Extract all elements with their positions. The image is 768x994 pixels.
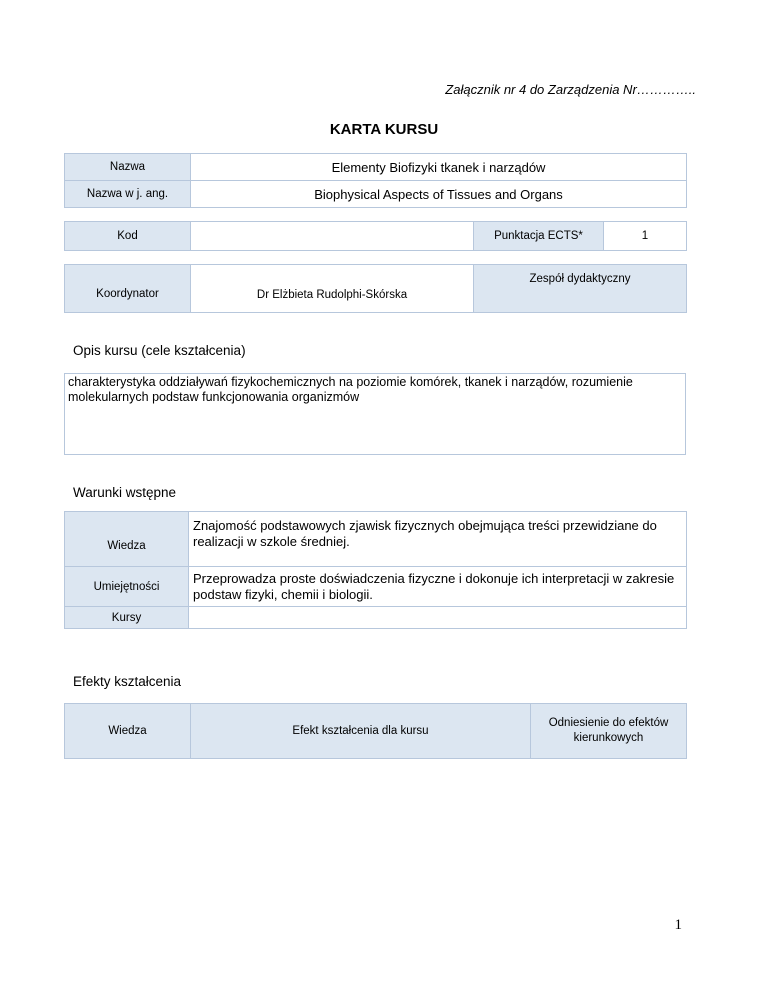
- course-code-table: [64, 221, 687, 251]
- page-number: 1: [674, 917, 682, 933]
- course-name-table: [64, 153, 687, 208]
- name-en-label: Nazwa w j. ang.: [65, 181, 191, 208]
- annex-reference: Załącznik nr 4 do Zarządzenia Nr…………..: [445, 82, 696, 97]
- outcomes-table: [64, 703, 687, 759]
- description-box: [64, 373, 686, 455]
- code-value: [191, 222, 474, 251]
- code-label: Kod: [65, 222, 191, 251]
- team-label: [474, 265, 687, 313]
- outcomes-heading: Efekty kształcenia: [73, 674, 182, 689]
- prereq-skills-value: Przeprowadza proste doświadczenia fizyczne i dokonuje ich interpretacji w zakresie podstaw fizyki, chemii i biologii.: [189, 567, 687, 607]
- name-value: Elementy Biofizyki tkanek i narządów: [191, 154, 687, 181]
- ects-label: Punktacja ECTS*: [474, 222, 604, 251]
- outcomes-col-effect: Efekt kształcenia dla kursu: [191, 704, 531, 759]
- prereq-knowledge-label: Wiedza: [65, 512, 189, 567]
- prerequisites-table: [64, 511, 687, 629]
- name-label: Nazwa: [65, 154, 191, 181]
- name-en-value: Biophysical Aspects of Tissues and Organs: [191, 181, 687, 208]
- description-heading: Opis kursu (cele kształcenia): [73, 343, 246, 358]
- coordinator-value: Dr Elżbieta Rudolphi-Skórska: [191, 265, 474, 313]
- coordinator-label: Koordynator: [65, 265, 191, 313]
- team-label-text: Zespół dydaktyczny: [529, 273, 631, 285]
- prereq-courses-value: [189, 607, 687, 629]
- ects-value: 1: [604, 222, 687, 251]
- outcomes-col-knowledge: Wiedza: [65, 704, 191, 759]
- prerequisites-heading: Warunki wstępne: [73, 485, 177, 500]
- prereq-knowledge-value: Znajomość podstawowych zjawisk fizycznych obejmująca treści przewidziane do realizacji w szkole średniej.: [189, 512, 687, 567]
- coordinator-table: [64, 264, 687, 313]
- outcomes-col-reference: Odniesienie do efektów kierunkowych: [531, 704, 687, 759]
- description-text: charakterystyka oddziaływań fizykochemicznych na poziomie komórek, tkanek i narządów, rozumienie molekularnych podstaw funkcjonowania organizmów: [68, 375, 633, 404]
- prereq-courses-label: Kursy: [65, 607, 189, 629]
- prereq-skills-label: Umiejętności: [65, 567, 189, 607]
- page-title: KARTA KURSU: [329, 121, 439, 138]
